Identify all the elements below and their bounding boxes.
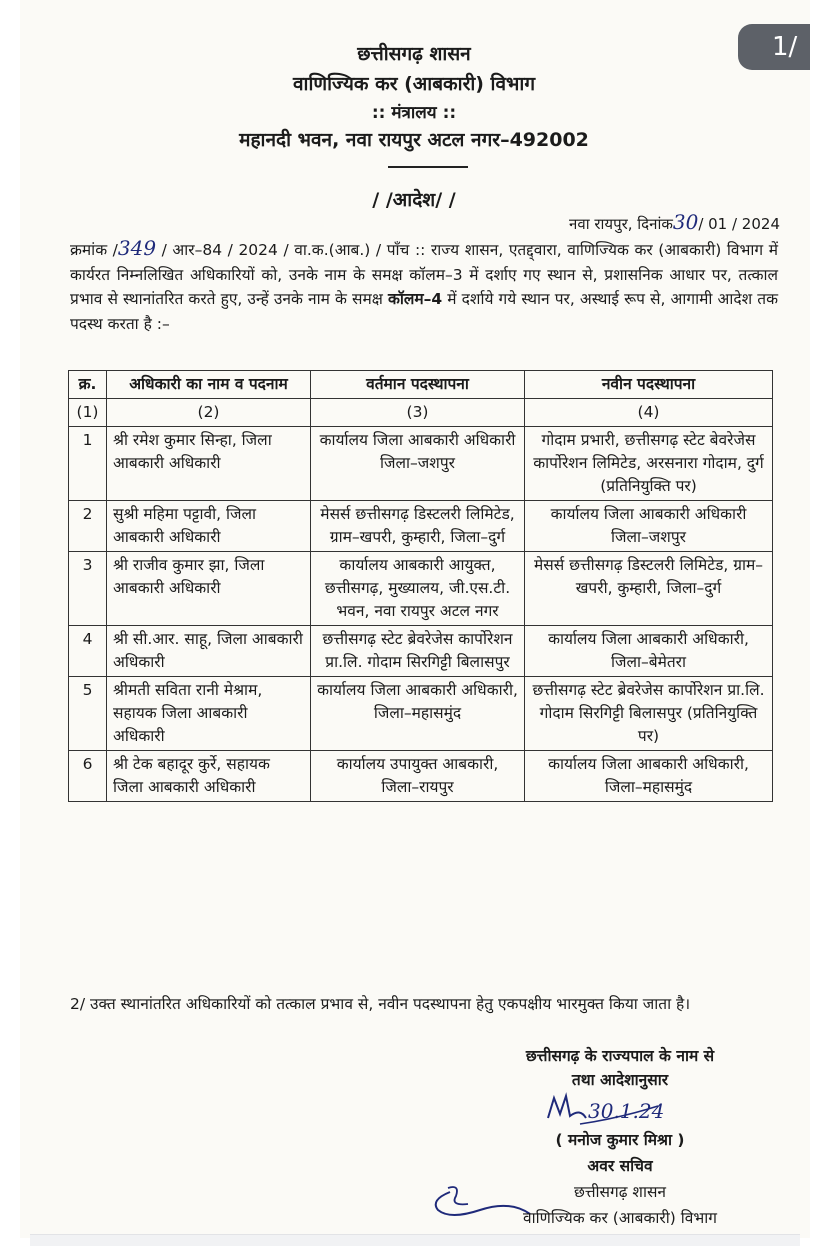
cell-current-posting: कार्यालय आबकारी आयुक्त, छत्तीसगढ़, मुख्यालय, जी.एस.टी. भवन, नवा रायपुर अटल नगर bbox=[311, 552, 525, 626]
cell-officer: सुश्री महिमा पट्टावी, जिला आबकारी अधिकारी bbox=[107, 501, 311, 552]
column-number-row bbox=[69, 399, 773, 427]
handwritten-initial-signature bbox=[540, 1088, 670, 1128]
cell-new-posting: कार्यालय जिला आबकारी अधिकारी, जिला–बेमेतरा bbox=[525, 626, 773, 677]
order-ref-prefix: क्रमांक / bbox=[70, 241, 118, 259]
table-row bbox=[69, 501, 773, 552]
header-new-posting: नवीन पदस्थापना bbox=[525, 371, 773, 399]
page-counter-badge: 1/ bbox=[738, 24, 810, 70]
cell-sno: 3 bbox=[69, 552, 107, 626]
cell-current-posting: कार्यालय जिला आबकारी अधिकारी, जिला–महासमुंद bbox=[311, 677, 525, 751]
cell-new-posting: गोदाम प्रभारी, छत्तीसगढ़ स्टेट बेवरेजेस कार्पोरेशन लिमिटेड, अरसनारा गोदाम, दुर्ग (प्रतिनियुक्ति पर) bbox=[525, 427, 773, 501]
cell-new-posting: छत्तीसगढ़ स्टेट ब्रेवरेजेस कार्पोरेशन प्रा.लि. गोदाम सिरगिट्टी बिलासपुर (प्रतिनियुक्ति पर) bbox=[525, 677, 773, 751]
header-sno: क्र. bbox=[69, 371, 107, 399]
column-number: (2) bbox=[107, 399, 311, 427]
header-ministry: :: मंत्रालय :: bbox=[371, 103, 457, 123]
cell-officer: श्रीमती सविता रानी मेश्राम, सहायक जिला आबकारी अधिकारी bbox=[107, 677, 311, 751]
cell-sno: 5 bbox=[69, 677, 107, 751]
signatory-name: ( मनोज कुमार मिश्रा ) bbox=[555, 1131, 685, 1149]
cell-new-posting: कार्यालय जिला आबकारी अधिकारी, जिला–महासमुंद bbox=[525, 751, 773, 802]
order-title: / /आदेश/ / bbox=[372, 189, 456, 211]
table-row bbox=[69, 427, 773, 501]
cell-sno: 6 bbox=[69, 751, 107, 802]
cell-sno: 1 bbox=[69, 427, 107, 501]
table-row bbox=[69, 626, 773, 677]
cell-officer: श्री टेक बहादूर कुर्रे, सहायक जिला आबकारी अधिकारी bbox=[107, 751, 311, 802]
column-number: (1) bbox=[69, 399, 107, 427]
place-date-prefix: नवा रायपुर, दिनांक bbox=[569, 215, 673, 233]
cell-new-posting: मेसर्स छत्तीसगढ़ डिस्टलरी लिमिटेड, ग्राम–खपरी, कुम्हारी, जिला–दुर्ग bbox=[525, 552, 773, 626]
order-ref-suffix: / आर–84 / 2024 / वा.क.(आब.) / पाँच bbox=[156, 241, 410, 259]
cell-current-posting: मेसर्स छत्तीसगढ़ डिस्टलरी लिमिटेड, ग्राम–खपरी, कुम्हारी, जिला–दुर्ग bbox=[311, 501, 525, 552]
column-number: (4) bbox=[525, 399, 773, 427]
cell-sno: 4 bbox=[69, 626, 107, 677]
header-department: वाणिज्यिक कर (आबकारी) विभाग bbox=[292, 73, 536, 95]
place-date bbox=[490, 210, 780, 234]
header-address: महानदी भवन, नवा रायपुर अटल नगर–492002 bbox=[239, 129, 589, 151]
header-divider bbox=[388, 166, 468, 168]
order-body-bold: कॉलम–4 bbox=[387, 290, 443, 308]
cell-current-posting: कार्यालय उपायुक्त आबकारी, जिला–रायपुर bbox=[311, 751, 525, 802]
header-officer: अधिकारी का नाम व पदनाम bbox=[107, 371, 311, 399]
header-current-posting: वर्तमान पदस्थापना bbox=[311, 371, 525, 399]
cell-officer: श्री सी.आर. साहू, जिला आबकारी अधिकारी bbox=[107, 626, 311, 677]
signatory-designation: अवर सचिव bbox=[587, 1157, 653, 1175]
signatory-government: छत्तीसगढ़ शासन bbox=[573, 1183, 667, 1201]
relief-paragraph: 2/ उक्त स्थानांतरित अधिकारियों को तत्काल प्रभाव से, नवीन पदस्थापना हेतु एकपक्षीय भारमुक्त किया जाता है। bbox=[70, 995, 691, 1013]
cell-officer: श्री रमेश कुमार सिन्हा, जिला आबकारी अधिकारी bbox=[107, 427, 311, 501]
cell-officer: श्री राजीव कुमार झा, जिला आबकारी अधिकारी bbox=[107, 552, 311, 626]
place-date-suffix: / 01 / 2024 bbox=[698, 215, 780, 233]
table-row bbox=[69, 751, 773, 802]
transfer-table bbox=[68, 370, 773, 802]
bottom-scroll-strip bbox=[30, 1234, 800, 1246]
signature-line-1: छत्तीसगढ़ के राज्यपाल के नाम से bbox=[525, 1047, 715, 1065]
handwritten-day: 30 bbox=[672, 210, 699, 234]
cell-current-posting: कार्यालय जिला आबकारी अधिकारी जिला–जशपुर bbox=[311, 427, 525, 501]
signatory-department: वाणिज्यिक कर (आबकारी) विभाग bbox=[523, 1209, 717, 1227]
table-header-row bbox=[69, 371, 773, 399]
handwritten-order-number: 349 bbox=[117, 236, 157, 260]
order-body-text: :: राज्य शासन, एतद्द्वारा, वाणिज्यिक कर (आबकारी) विभाग में कार्यरत निम्नलिखित अधिकारियों को, उनके नाम के समक्ष कॉलम–3 में दर्शाए गए स्थान से, प्रशासनिक आधार पर, तत्काल प्रभाव से स्थानांतरित करते हुए, उन्हें उनके नाम के समक्ष bbox=[70, 241, 778, 308]
handwritten-initial-date: 30.1.24 bbox=[588, 1099, 665, 1123]
column-number: (3) bbox=[311, 399, 525, 427]
table-row bbox=[69, 552, 773, 626]
cell-sno: 2 bbox=[69, 501, 107, 552]
order-body bbox=[70, 236, 778, 336]
cell-new-posting: कार्यालय जिला आबकारी अधिकारी जिला–जशपुर bbox=[525, 501, 773, 552]
header-government: छत्तीसगढ़ शासन bbox=[357, 43, 471, 65]
signature-line-2: तथा आदेशानुसार bbox=[571, 1071, 669, 1089]
order-body-text-end: में दर्शाये गये स्थान पर, अस्थाई रूप से, आगामी आदेश तक पदस्थ करता है :– bbox=[70, 290, 778, 333]
table-row bbox=[69, 677, 773, 751]
cell-current-posting: छत्तीसगढ़ स्टेट ब्रेवरेजेस कार्पोरेशन प्रा.लि. गोदाम सिरगिट्टी बिलासपुर bbox=[311, 626, 525, 677]
